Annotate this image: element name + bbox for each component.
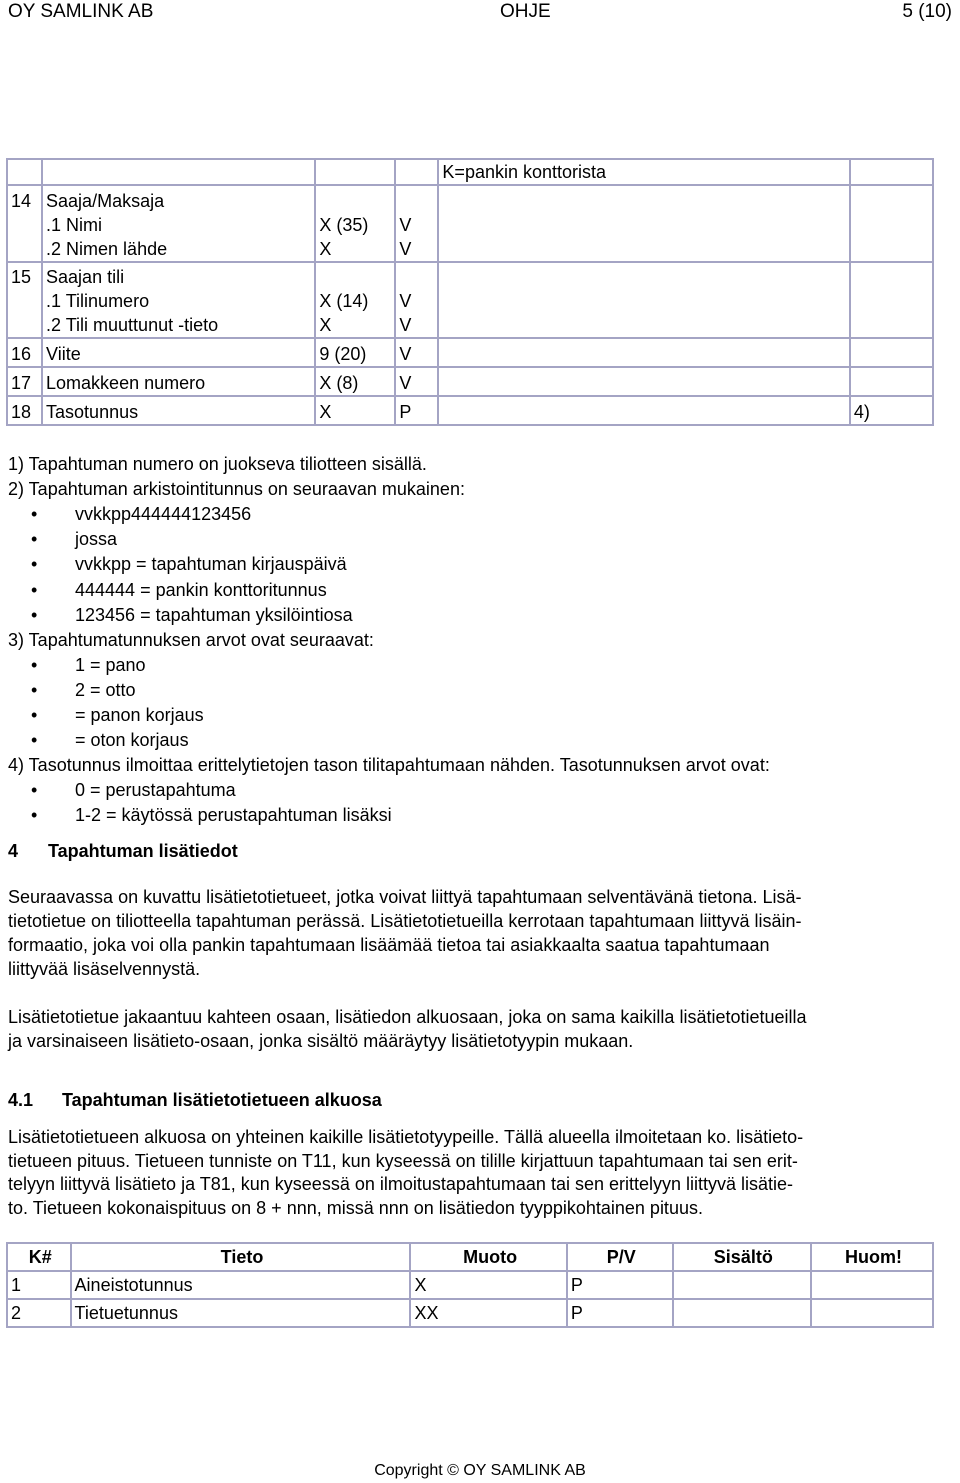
- column-header: K#: [7, 1243, 71, 1271]
- cell: P: [567, 1271, 673, 1299]
- field-pv: P: [395, 396, 438, 425]
- column-header: P/V: [567, 1243, 673, 1271]
- field-pv: V: [399, 215, 412, 235]
- cell: X: [410, 1271, 566, 1299]
- cell: 2: [7, 1299, 71, 1327]
- list-item: • 123456 = tapahtuman yksilöintiosa: [40, 603, 318, 627]
- list-item: • 1-2 = käytössä perustapahtuman lisäksi: [40, 803, 357, 827]
- field-name: Saajan tili: [46, 267, 125, 287]
- paragraph-line: Lisätietotietueen alkuosa on yhteinen kaikille lisätietotyypeille. Tällä alueella ilmoitetaan ko. lisätieto-: [8, 1127, 804, 1147]
- note-1: 1) Tapahtuman numero on juokseva tiliotteen sisällä.: [8, 454, 427, 474]
- field-format: X (8): [315, 367, 395, 396]
- header-company: OY SAMLINK AB: [8, 1, 154, 22]
- field-format: X: [319, 239, 332, 259]
- note-3: 3) Tapahtumatunnuksen arvot ovat seuraavat:: [8, 630, 374, 650]
- paragraph-line: to. Tietueen kokonaispituus on 8 + nnn, missä nnn on lisätiedon tyyppikohtainen pituus.: [8, 1198, 703, 1218]
- cell: 1: [7, 1271, 71, 1299]
- paragraph-line: liittyvää lisäselvennystä.: [8, 959, 201, 979]
- field-name: Viite: [42, 338, 315, 367]
- field-format: X (14): [319, 291, 369, 311]
- field-pv: V: [395, 338, 438, 367]
- table-header-row: [7, 1243, 933, 1271]
- paragraph-line: formaatio, joka voi olla pankin tapahtumaan lisäämää tietoa tai asiakkaalta saatua tapahtumaan: [8, 935, 770, 955]
- table-row: [7, 1299, 933, 1327]
- field-name: Saaja/Maksaja: [46, 191, 165, 211]
- list-item: • vvkkpp444444123456: [40, 502, 216, 526]
- paragraph-line: tietotietue on tiliotteella tapahtuman perässä. Lisätietotietueilla kerrotaan tapahtumaan liittyvä lisäin-: [8, 911, 802, 931]
- section-41-number: 4.1: [8, 1090, 34, 1110]
- section-4-title: Tapahtuman lisätiedot: [48, 841, 238, 861]
- header-page-number: 5 (10): [902, 1, 952, 22]
- table-row: [7, 396, 933, 425]
- record-table: [6, 1242, 934, 1328]
- column-header: Tieto: [71, 1243, 411, 1271]
- list-item: • 1 = pano: [40, 653, 111, 677]
- column-header: Huom!: [811, 1243, 933, 1271]
- table-row: [7, 367, 933, 396]
- list-item: • 2 = otto: [40, 678, 101, 702]
- cell: [811, 1271, 933, 1299]
- field-format: 9 (20): [315, 338, 395, 367]
- paragraph-line: Lisätietotietue jakaantuu kahteen osaan, lisätiedon alkuosaan, joka on sama kaikilla lisätietotietueilla: [8, 1007, 807, 1027]
- paragraph-line: telyyn liittyvä lisätieto ja T81, kun kyseessä on ilmoitustapahtumaan tai sen erittelyyn liittyvä lisätie-: [8, 1174, 794, 1194]
- row-number: 16: [7, 338, 42, 367]
- section-4-number: 4: [8, 841, 19, 861]
- row-number: 15: [7, 262, 42, 338]
- cell: XX: [410, 1299, 566, 1327]
- table-row: [7, 262, 933, 338]
- note-4: 4) Tasotunnus ilmoittaa erittelytietojen tason tilitapahtumaan nähden. Tasotunnuksen arvot ovat:: [8, 755, 770, 775]
- list-item: • jossa: [40, 527, 82, 551]
- column-header: Sisältö: [673, 1243, 811, 1271]
- field-name: .1 Tilinumero: [46, 291, 150, 311]
- cell: [673, 1271, 811, 1299]
- row-number: 14: [7, 185, 42, 262]
- field-format: X (35): [319, 215, 369, 235]
- table-row: [7, 159, 933, 185]
- table-row: [7, 338, 933, 367]
- row-number: 18: [7, 396, 42, 425]
- list-item: • = oton korjaus: [40, 728, 154, 752]
- field-name: Tasotunnus: [42, 396, 315, 425]
- field-pv: V: [399, 315, 412, 335]
- field-pv: V: [399, 291, 412, 311]
- field-name: Lomakkeen numero: [42, 367, 315, 396]
- table-row: [7, 1271, 933, 1299]
- note-2: 2) Tapahtuman arkistointitunnus on seuraavan mukainen:: [8, 479, 465, 499]
- paragraph-line: tietueen pituus. Tietueen tunniste on T11, kun kyseessä on tilille kirjattuun tapahtumaan tai sen erit-: [8, 1151, 798, 1171]
- paragraph-line: ja varsinaiseen lisätieto-osaan, jonka sisältö määräytyy lisätietotyypin mukaan.: [8, 1031, 634, 1051]
- field-name: .1 Nimi: [46, 215, 103, 235]
- cell: Tietuetunnus: [71, 1299, 411, 1327]
- list-item: • = panon korjaus: [40, 703, 169, 727]
- cell: P: [567, 1299, 673, 1327]
- footer-copyright: Copyright © OY SAMLINK AB: [374, 1462, 586, 1479]
- section-41-title: Tapahtuman lisätietotietueen alkuosa: [62, 1090, 382, 1110]
- row-number: 17: [7, 367, 42, 396]
- cell: [673, 1299, 811, 1327]
- paragraph-line: Seuraavassa on kuvattu lisätietotietueet, jotka voivat liittyä tapahtumaan selventävänä tietona. Lisä-: [8, 887, 802, 907]
- table-row: [7, 185, 933, 262]
- column-header: Muoto: [410, 1243, 566, 1271]
- field-format: X: [315, 396, 395, 425]
- list-item: • vvkkpp = tapahtuman kirjauspäivä: [40, 552, 312, 576]
- field-pv: V: [399, 239, 412, 259]
- cell: [811, 1299, 933, 1327]
- table-note: K=pankin konttorista: [438, 159, 849, 185]
- field-note: 4): [850, 396, 933, 425]
- field-format: X: [319, 315, 332, 335]
- list-item: • 444444 = pankin konttoritunnus: [40, 578, 292, 602]
- field-pv: V: [395, 367, 438, 396]
- field-name: .2 Tili muuttunut -tieto: [46, 315, 219, 335]
- cell: Aineistotunnus: [71, 1271, 411, 1299]
- field-name: .2 Nimen lähde: [46, 239, 168, 259]
- list-item: • 0 = perustapahtuma: [40, 778, 201, 802]
- header-doc-type: OHJE: [500, 1, 551, 22]
- field-table: [6, 158, 934, 426]
